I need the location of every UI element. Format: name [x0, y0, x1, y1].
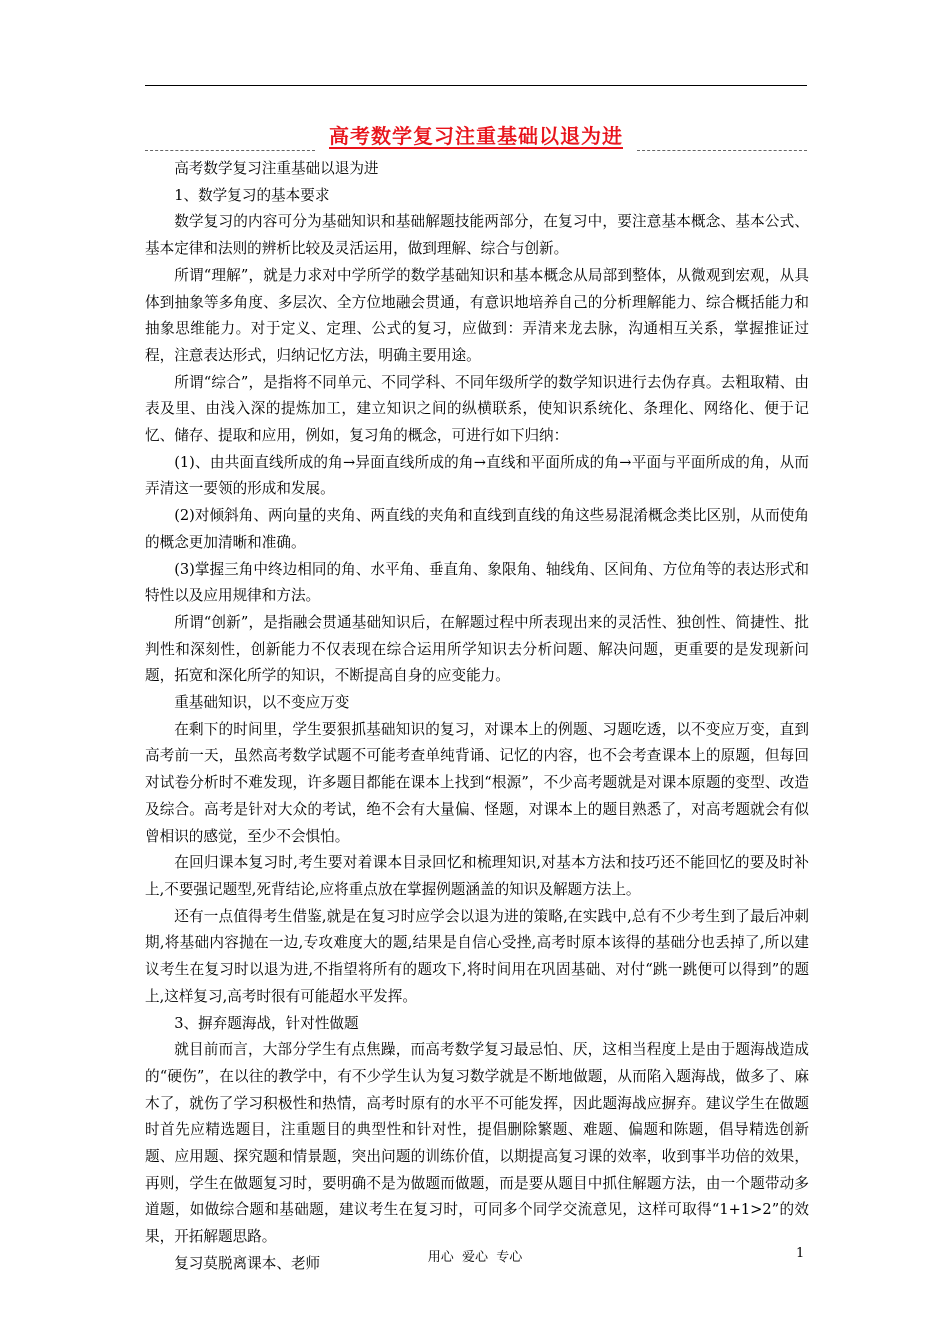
body-paragraph: 所谓“创新”，是指融会贯通基础知识后，在解题过程中所表现出来的灵活性、独创性、简捷性、批判性和深刻性，创新能力不仅表现在综合运用所学知识去分析问题、解决问题，更重要的是发现新问题，拓宽和深化所学的知识，不断提高自身的应变能力。	[145, 613, 809, 685]
title-row	[145, 122, 807, 152]
title-dash-left	[145, 150, 315, 151]
body-paragraph: 还有一点值得考生借鉴,就是在复习时应学会以退为进的策略,在实践中,总有不少考生到了最后冲刺期,将基础内容抛在一边,专攻难度大的题,结果是自信心受挫,高考时原本该得的基础分也丢掉了,所以建议考生在复习时以退为进,不指望将所有的题攻下,将时间用在巩固基础、对付“跳一跳便可以得到”的题上,这样复习,高考时很有可能超水平发挥。	[145, 907, 809, 1005]
document-title-text: 高考数学复习注重基础以退为进	[329, 124, 623, 148]
footer-slogan: 用心 爱心 专心	[427, 1250, 523, 1265]
body-paragraph: 就目前而言，大部分学生有点焦躁，而高考数学复习最忌怕、厌，这相当程度上是由于题海战造成的“硬伤”，在以往的教学中，有不少学生认为复习数学就是不断地做题，从而陷入题海战，做多了、麻木了，就伤了学习积极性和热情，高考时原有的水平不可能发挥，因此题海战应摒弃。建议学生在做题时首先应精选题目，注重题目的典型性和针对性，提倡删除繁题、难题、偏题和陈题，倡导精选创新题、应用题、探究题和情景题，突出问题的训练价值，以期提高复习课的效率，收到事半功倍的效果，再则，学生在做题复习时，要明确不是为做题而做题，而是要从题目中抓住解题方法，由一个题带动多道题，如做综合题和基础题，建议考生在复习时，可同多个同学交流意见，这样可取得“1+1>2”的效果，开拓解题思路。	[145, 1041, 809, 1246]
list-item: (2)对倾斜角、两向量的夹角、两直线的夹角和直线到直线的角这些易混淆概念类比区别，从而使角的概念更加清晰和准确。	[145, 507, 809, 551]
section-heading-3: 3、摒弃题海战，针对性做题	[174, 1014, 359, 1032]
section-heading-1: 1、数学复习的基本要求	[174, 186, 330, 204]
document-body	[145, 156, 809, 1278]
body-paragraph: 数学复习的内容可分为基础知识和基础解题技能两部分，在复习中，要注意基本概念、基本公式、基本定律和法则的辨析比较及灵活运用，做到理解、综合与创新。	[145, 213, 809, 258]
subtitle-paragraph: 高考数学复习注重基础以退为进	[174, 160, 379, 177]
body-paragraph: 所谓“综合”，是指将不同单元、不同学科、不同年级所学的数学知识进行去伪存真。去粗取精、由表及里、由浅入深的提炼加工，建立知识之间的纵横联系，使知识系统化、条理化、网络化、便于记忆、储存、提取和应用，例如，复习角的概念，可进行如下归纳：	[145, 373, 809, 445]
section-heading-2: 重基础知识，以不变应万变	[174, 694, 350, 712]
body-paragraph: 在剩下的时间里，学生要狠抓基础知识的复习，对课本上的例题、习题吃透，以不变应万变，直到高考前一天，虽然高考数学试题不可能考查单纯背诵、记忆的内容，也不会考查课本上的原题，但每回对试卷分析时不难发现，许多题目都能在课本上找到“根源”，不少高考题就是对课本原题的变型、改造及综合。高考是针对大众的考试，绝不会有大量偏、怪题，对课本上的题目熟悉了，对高考题就会有似曾相识的感觉，至少不会惧怕。	[145, 720, 809, 845]
list-item: (3)掌握三角中终边相同的角、水平角、垂直角、象限角、轴线角、区间角、方位角等的表达形式和特性以及应用规律和方法。	[145, 560, 809, 605]
document-title	[145, 122, 807, 150]
page-number: 1	[796, 1246, 805, 1261]
title-dash-right	[637, 150, 807, 151]
header-rule	[145, 85, 807, 86]
section-heading-4: 复习莫脱离课本、老师	[174, 1254, 321, 1272]
body-paragraph: 所谓“理解”，就是力求对中学所学的数学基础知识和基本概念从局部到整体，从微观到宏观，从具体到抽象等多角度、多层次、全方位地融会贯通，有意识地培养自己的分析理解能力、综合概括能力和抽象思维能力。对于定义、定理、公式的复习，应做到：弄清来龙去脉，沟通相互关系，掌握推证过程，注意表达形式，归纳记忆方法，明确主要用途。	[145, 266, 809, 364]
page-footer	[0, 1246, 950, 1266]
list-item: (1)、由共面直线所成的角→异面直线所成的角→直线和平面所成的角→平面与平面所成的角，从而弄清这一要领的形成和发展。	[145, 453, 809, 498]
body-paragraph: 在回归课本复习时,考生要对着课本目录回忆和梳理知识,对基本方法和技巧还不能回忆的要及时补上,不要强记题型,死背结论,应将重点放在掌握例题涵盖的知识及解题方法上。	[145, 854, 809, 898]
